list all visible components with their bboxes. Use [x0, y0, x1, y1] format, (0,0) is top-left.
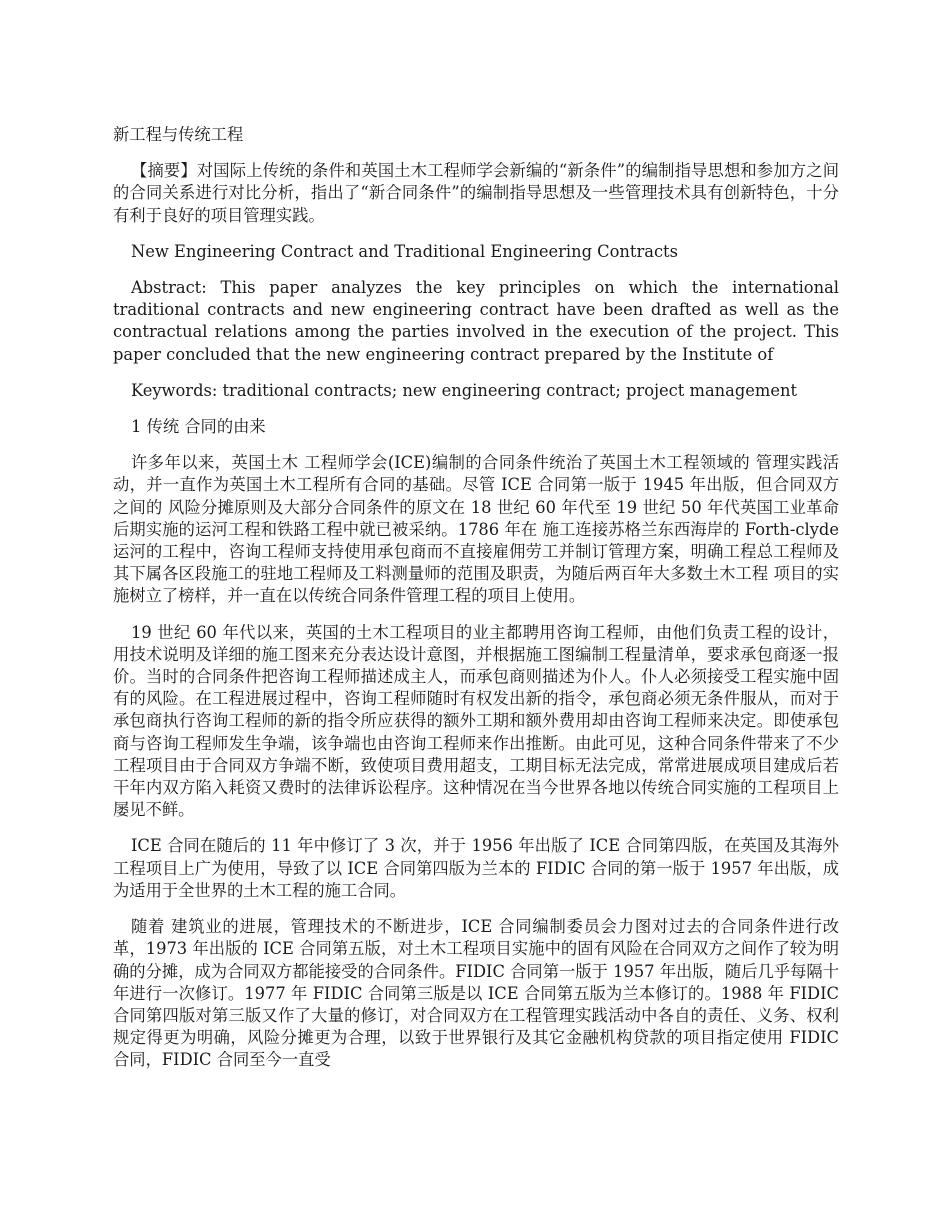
body-paragraph: ICE 合同在随后的 11 年中修订了 3 次，并于 1956 年出版了 ICE 合同第四版，在英国及其海外工程项目上广为使用，导致了以 ICE 合同第四版为兰本的 FIDIC 合同的第一版于 1957 年出版，成为适用于全世界的土木工程的施工合同。	[113, 836, 839, 900]
body-paragraph: 19 世纪 60 年代以来，英国的土木工程项目的业主都聘用咨询工程师，由他们负责工程的设计，用技术说明及详细的施工图来充分表达设计意图，并根据施工图编制工程量清单，要求承包商逐一报价。当时的合同条件把咨询工程师描述成主人，而承包商则描述为仆人。仆人必须接受工程实施中固有的风险。在工程进展过程中，咨询工程师随时有权发出新的指令，承包商必须无条件服从，而对于承包商执行咨询工程师的新的指令所应获得的额外工期和额外费用却由咨询工程师来决定。即使承包商与咨询工程师发生争端，该争端也由咨询工程师来作出推断。由此可见，这种合同条件带来了不少工程项目由于合同双方争端不断，致使项目费用超支，工期目标无法完成，常常进展成项目建成后若干年内双方陷入耗资又费时的法律诉讼程序。这种情况在当今世界各地以传统合同实施的工程项目上屡见不鲜。	[113, 622, 839, 820]
section-heading: 1 传统 合同的由来	[131, 417, 266, 437]
body-paragraph: 随着 建筑业的进展，管理技术的不断进步，ICE 合同编制委员会力图对过去的合同条件进行改革，1973 年出版的 ICE 合同第五版，对土木工程项目实施中的固有风险在合同双方之间作了较为明确的分摊，成为合同双方都能接受的合同条件。FIDIC 合同第一版于 1957 年出版，随后几乎每隔十年进行一次修订。1977 年 FIDIC 合同第三版是以 ICE 合同第五版为兰本修订的。1988 年 FIDIC 合同第四版对第三版又作了大量的修订，对合同双方在工程管理实践活动中各自的责任、义务、权利规定得更为明确，风险分摊更为合理，以致于世界银行及其它金融机构贷款的项目指定使用 FIDIC 合同，FIDIC 合同至今一直受	[113, 917, 839, 1070]
english-title-paragraph: New Engineering Contract and Traditional Engineering Contracts	[131, 241, 678, 261]
abstract-cn-paragraph: 【摘要】对国际上传统的条件和英国土木工程师学会新编的“新条件”的编制指导思想和参加方之间的合同关系进行对比分析，指出了“新合同条件”的编制指导思想及一些管理技术具有创新特色，十分有利于良好的项目管理实践。	[113, 161, 839, 225]
document-title: 新工程与传统工程	[113, 125, 244, 144]
document-body	[113, 124, 839, 1086]
keywords-paragraph: Keywords: traditional contracts; new engineering contract; project management	[131, 380, 798, 400]
body-paragraph: 许多年以来，英国土木 工程师学会(ICE)编制的合同条件统治了英国土木工程领域的 管理实践活动，并一直作为英国土木工程所有合同的基础。尽管 ICE 合同第一版于 1945 年出版，但合同双方之间的 风险分摊原则及大部分合同条件的原文在 18 世纪 60 年代至 19 世纪 50 年代英国工业革命后期实施的运河工程和铁路工程中就已被采纳。1786 年在 施工连接苏格兰东西海岸的 Forth-clyde 运河的工程中，咨询工程师支持使用承包商而不直接雇佣劳工并制订管理方案，明确工程总工程师及其下属各区段施工的驻地工程师及工料测量师的范围及职责，为随后两百年大多数土木工程 项目的实施树立了榜样，并一直在以传统合同条件管理工程的项目上使用。	[113, 453, 839, 606]
abstract-en-paragraph: Abstract: This paper analyzes the key principles on which the international traditional contracts and new engineering contract have been drafted as well as the contractual relations among the parties involved in the execution of the project. This paper concluded that the new engineering contract prepared by the Institute of	[113, 278, 839, 364]
